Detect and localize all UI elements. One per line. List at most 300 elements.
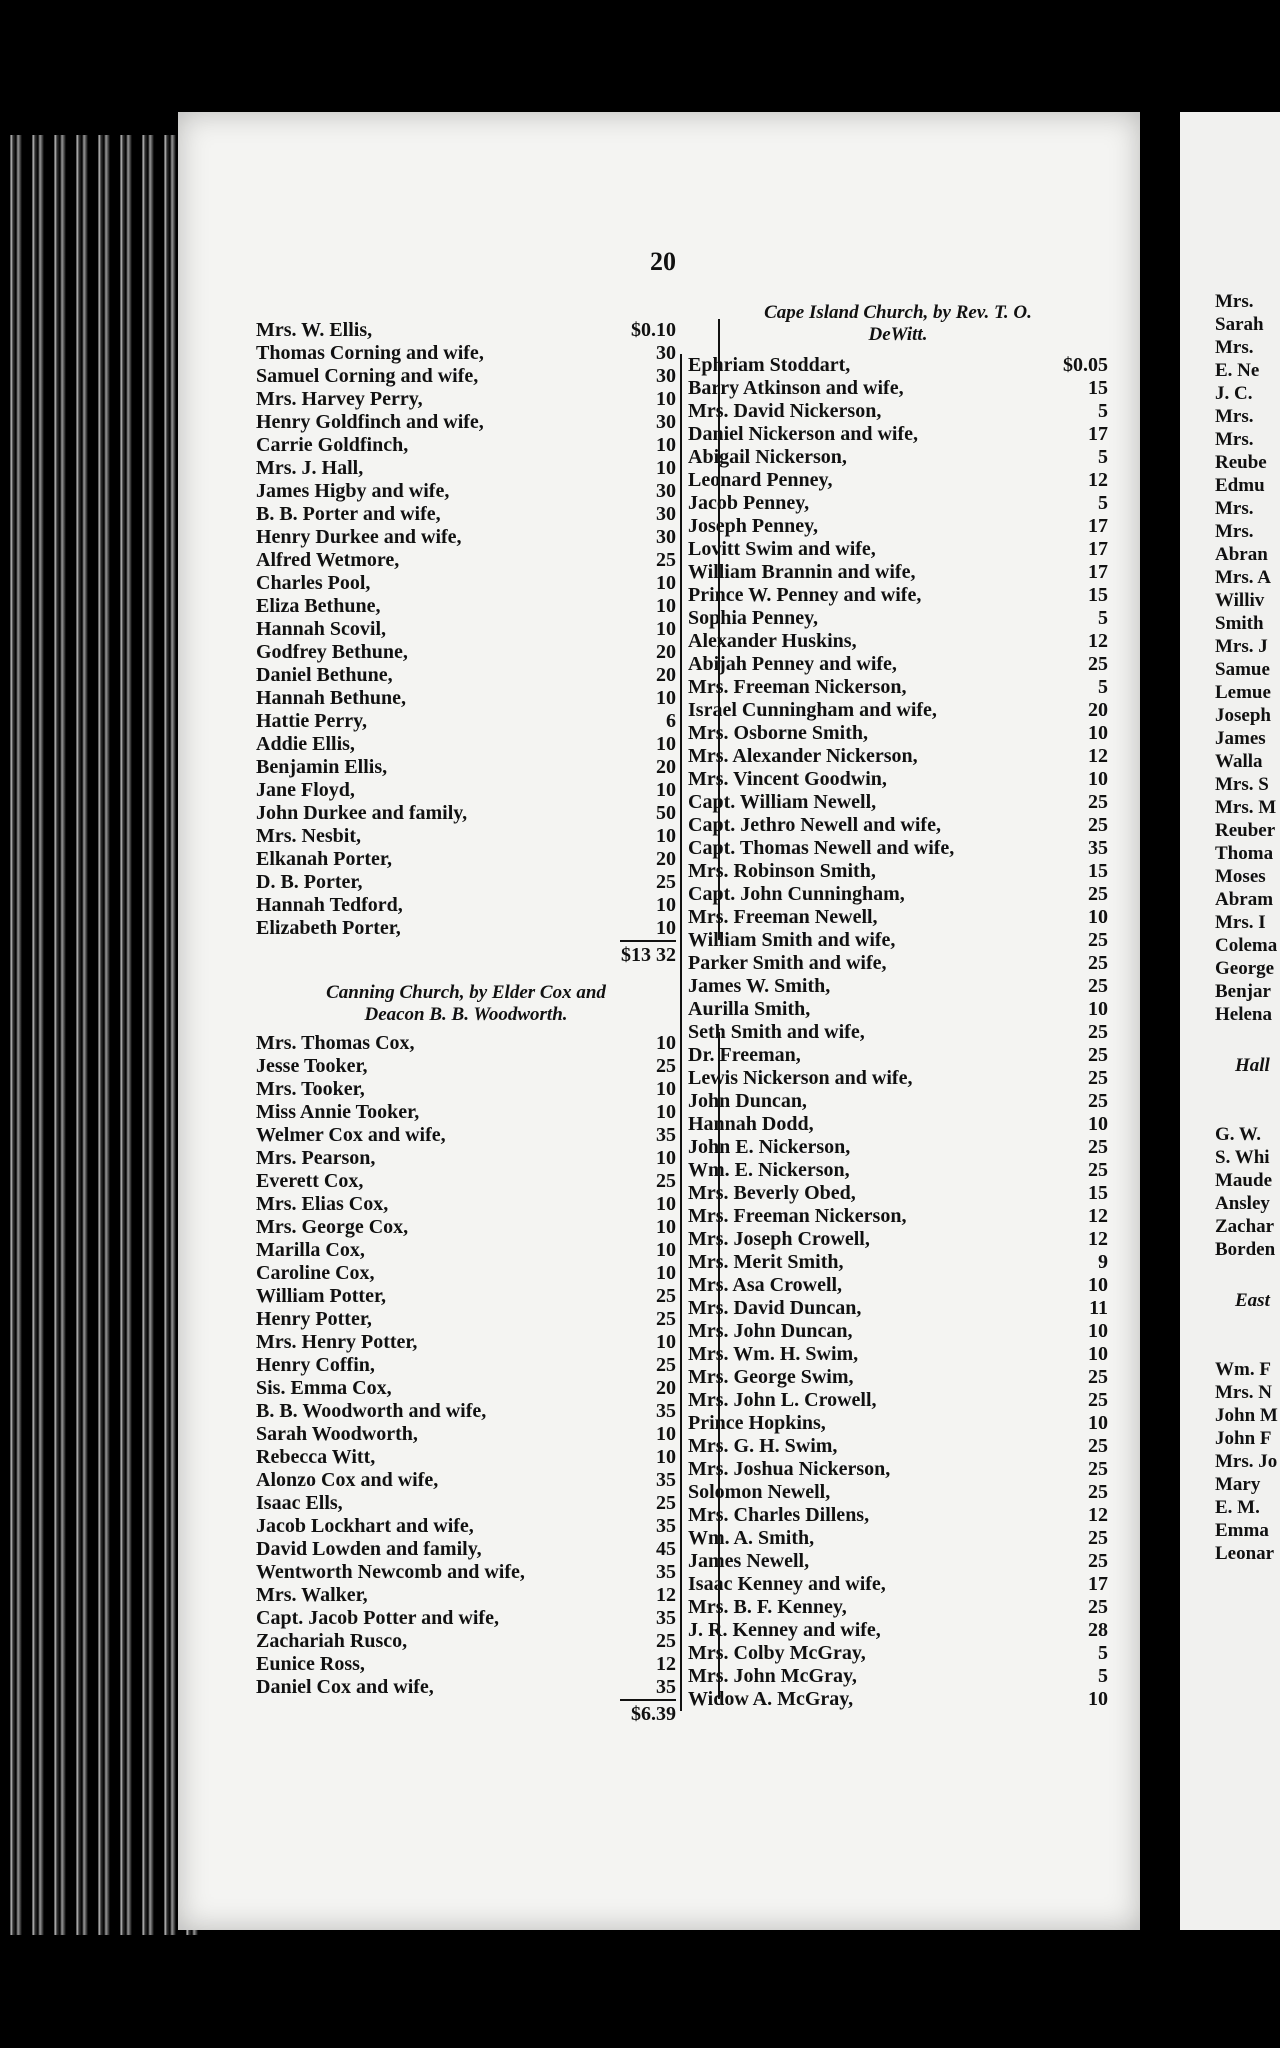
donor-name: Mrs. Asa Crowell, [688,1274,843,1296]
donor-name: Parker Smith and wife, [688,952,887,974]
donation-amount: 10 [656,894,676,916]
donor-name: Abijah Penney and wife, [688,653,897,675]
donor-row [688,883,1108,906]
donor-name: John Durkee and family, [256,802,468,824]
donor-name: Welmer Cox and wife, [256,1124,446,1146]
donation-amount: 10 [656,572,676,594]
donation-amount: 12 [1088,1504,1108,1526]
donor-row [688,1688,1108,1711]
donor-name: William Potter, [256,1285,386,1307]
next-page-line: Ansley [1215,1193,1270,1214]
donation-amount: 5 [1098,607,1108,629]
next-page-line: Wm. F [1215,1359,1271,1380]
donor-row [256,1469,676,1492]
left-section-2 [256,1032,676,1699]
donor-row [688,1527,1108,1550]
donation-amount: 6 [666,710,676,732]
donor-name: Sarah Woodworth, [256,1423,418,1445]
donation-amount: 25 [1088,814,1108,836]
donation-amount: 10 [1088,998,1108,1020]
donor-row [688,354,1108,377]
donor-row [256,1653,676,1676]
donor-name: Prince W. Penney and wife, [688,584,922,606]
donor-row [688,469,1108,492]
donor-row [256,894,676,917]
donation-amount: 35 [656,1124,676,1146]
donor-name: Aurilla Smith, [688,998,811,1020]
donor-name: Hannah Bethune, [256,687,407,709]
donor-name: Mrs. Thomas Cox, [256,1032,415,1054]
donor-name: John E. Nickerson, [688,1136,851,1158]
donor-row [688,837,1108,860]
donation-amount: 30 [656,365,676,387]
donor-name: Mrs. Merit Smith, [688,1251,844,1273]
donation-amount: 10 [1088,1412,1108,1434]
right-column [688,302,1108,1711]
donor-row [256,1400,676,1423]
donor-name: David Lowden and family, [256,1538,482,1560]
donor-row [256,480,676,503]
donor-row [688,860,1108,883]
donor-row [688,630,1108,653]
donor-name: Eunice Ross, [256,1653,365,1675]
donor-name: Mrs. Freeman Nickerson, [688,1205,907,1227]
donor-name: Isaac Kenney and wife, [688,1573,886,1595]
next-page-line: George [1215,958,1275,979]
donor-name: Mrs. Elias Cox, [256,1193,389,1215]
donation-amount: 12 [1088,1228,1108,1250]
donor-row [688,745,1108,768]
donation-amount: 5 [1098,492,1108,514]
next-page-line: Lemue [1215,682,1271,703]
donation-amount: 10 [656,434,676,456]
donation-amount: 10 [656,1078,676,1100]
cape-island-heading-line-2: DeWitt. [868,324,928,345]
donor-row [256,848,676,871]
next-page-line: Mrs. [1215,429,1254,450]
section-2-heading [256,982,676,1026]
donor-name: Mrs. George Swim, [688,1366,854,1388]
next-page-line: Mrs. [1215,521,1254,542]
donor-name: Dr. Freeman, [688,1044,801,1066]
donation-amount: 35 [1088,837,1108,859]
donor-row [256,1055,676,1078]
donor-name: D. B. Porter, [256,871,363,893]
donor-row [688,1481,1108,1504]
donor-row [256,1423,676,1446]
donor-name: William Smith and wife, [688,929,896,951]
donation-amount: 25 [1088,952,1108,974]
donor-name: Mrs. David Nickerson, [688,400,882,422]
donation-amount: $0.10 [631,319,676,341]
donor-name: J. R. Kenney and wife, [688,1619,881,1641]
next-page-line: Mrs. [1215,337,1254,358]
donation-amount: 10 [656,917,676,939]
donor-name: Mrs. Alexander Nickerson, [688,745,918,767]
donation-amount: 25 [656,1170,676,1192]
donor-row [256,871,676,894]
donation-amount: 10 [1088,1343,1108,1365]
donation-amount: 10 [1088,1274,1108,1296]
donor-row [688,1297,1108,1320]
donor-name: Capt. John Cunningham, [688,883,905,905]
donor-name: Henry Potter, [256,1308,372,1330]
donor-name: Mrs. Nesbit, [256,825,361,847]
donor-name: Mrs. Beverly Obed, [688,1182,856,1204]
donation-amount: 17 [1088,1573,1108,1595]
column-divider [680,354,682,1711]
next-page-line: Reuber [1215,820,1276,841]
next-page-line: G. W. [1215,1124,1261,1145]
donor-row [688,1366,1108,1389]
donation-amount: 10 [1088,722,1108,744]
donor-name: Capt. William Newell, [688,791,877,813]
donor-name: Marilla Cox, [256,1239,365,1261]
donor-row [256,1239,676,1262]
donor-row [256,365,676,388]
donation-amount: 10 [656,1446,676,1468]
donor-name: Jane Floyd, [256,779,355,801]
donor-name: Israel Cunningham and wife, [688,699,937,721]
donor-name: Mrs. J. Hall, [256,457,364,479]
donor-row [688,1665,1108,1688]
donor-row [256,687,676,710]
donor-name: Ephriam Stoddart, [688,354,851,376]
donation-amount: 9 [1098,1251,1108,1273]
next-page-line: Sarah [1215,314,1264,335]
donation-amount: 25 [656,1308,676,1330]
donor-name: Godfrey Bethune, [256,641,408,663]
next-page-line: Emma [1215,1520,1269,1541]
donation-amount: 20 [1088,699,1108,721]
donor-name: Mrs. Pearson, [256,1147,376,1169]
donor-name: Mrs. Vincent Goodwin, [688,768,887,790]
donation-amount: 10 [656,1101,676,1123]
donor-name: Rebecca Witt, [256,1446,376,1468]
donor-row [688,1182,1108,1205]
donor-row [688,1159,1108,1182]
donor-name: Hannah Tedford, [256,894,403,916]
donor-row [256,1377,676,1400]
donation-amount: 30 [656,342,676,364]
book-spine [0,135,200,1935]
donation-amount: 25 [656,1055,676,1077]
next-page-line: Borden [1215,1239,1276,1260]
donation-amount: 15 [1088,584,1108,606]
donor-row [688,975,1108,998]
next-page-line: Mrs. [1215,498,1254,519]
donation-amount: 50 [656,802,676,824]
donor-row [256,1354,676,1377]
next-page-line: S. Whi [1215,1147,1270,1168]
donation-amount: 10 [656,1216,676,1238]
donation-amount: 25 [1088,883,1108,905]
donation-amount: 12 [656,1584,676,1606]
left-section-1 [256,319,676,940]
next-page-line: Mrs. I [1215,912,1266,933]
donor-name: Capt. Jacob Potter and wife, [256,1607,499,1629]
donor-name: Mrs. Joseph Crowell, [688,1228,870,1250]
donor-row [256,526,676,549]
next-page-edge [1180,112,1280,1930]
donor-row [688,699,1108,722]
donor-name: Wentworth Newcomb and wife, [256,1561,525,1583]
donation-amount: 25 [1088,791,1108,813]
section-1-total: $13 32 [620,940,676,968]
donor-name: James Higby and wife, [256,480,450,502]
donor-row [256,779,676,802]
donor-row [256,1032,676,1055]
donor-row [688,791,1108,814]
donor-row [688,1090,1108,1113]
next-page-line: John F [1215,1428,1272,1449]
donor-row [688,1320,1108,1343]
donation-amount: 15 [1088,1182,1108,1204]
donation-amount: 10 [1088,1320,1108,1342]
donation-amount: 10 [656,1331,676,1353]
right-list [688,354,1108,1711]
donor-row [688,998,1108,1021]
donor-name: Hannah Dodd, [688,1113,814,1135]
donor-name: Henry Coffin, [256,1354,375,1376]
next-page-line: Mrs. Jo [1215,1451,1278,1472]
donation-amount: 25 [1088,1389,1108,1411]
donor-row [688,1228,1108,1251]
donation-amount: 25 [1088,929,1108,951]
donation-amount: 35 [656,1561,676,1583]
donation-amount: 5 [1098,1665,1108,1687]
donor-name: Mrs. George Cox, [256,1216,409,1238]
section-2-heading-line-2: Deacon B. B. Woodworth. [364,1004,568,1025]
donor-name: Mrs. Wm. H. Swim, [688,1343,859,1365]
donor-name: Wm. A. Smith, [688,1527,815,1549]
donor-row [256,917,676,940]
donor-row [256,825,676,848]
donor-row [688,1504,1108,1527]
donor-name: Joseph Penney, [688,515,819,537]
donation-amount: 25 [1088,1596,1108,1618]
donor-row [688,1113,1108,1136]
next-page-line: James [1215,728,1266,749]
donor-name: Zachariah Rusco, [256,1630,408,1652]
donor-name: Lewis Nickerson and wife, [688,1067,913,1089]
donation-amount: 12 [1088,630,1108,652]
donor-name: Mrs. David Duncan, [688,1297,862,1319]
donor-name: Mrs. John Duncan, [688,1320,853,1342]
donor-name: B. B. Porter and wife, [256,503,441,525]
donation-amount: 20 [656,756,676,778]
donation-amount: 25 [656,1354,676,1376]
donation-amount: 12 [1088,469,1108,491]
donor-name: Hannah Scovil, [256,618,387,640]
donor-name: Capt. Jethro Newell and wife, [688,814,941,836]
donation-amount: 10 [656,1147,676,1169]
donor-row [688,1343,1108,1366]
next-page-heading: East [1235,1290,1270,1311]
donation-amount: 25 [656,549,676,571]
donor-row [256,1561,676,1584]
donor-row [688,653,1108,676]
donor-name: Jacob Lockhart and wife, [256,1515,474,1537]
donation-amount: 25 [1088,1136,1108,1158]
donation-amount: 25 [656,1285,676,1307]
donation-amount: 12 [656,1653,676,1675]
donation-amount: 20 [656,848,676,870]
donation-amount: 5 [1098,446,1108,468]
donor-row [688,768,1108,791]
donor-row [688,446,1108,469]
donor-name: Daniel Nickerson and wife, [688,423,918,445]
donor-row [256,756,676,779]
donor-row [256,388,676,411]
donor-row [256,1331,676,1354]
next-page-line: Mrs. S [1215,774,1269,795]
next-page-line: Abram [1215,889,1274,910]
donation-amount: 10 [656,595,676,617]
donor-name: Isaac Ells, [256,1492,343,1514]
donor-row [256,1630,676,1653]
next-page-line: E. Ne [1215,360,1260,381]
donor-row [688,1021,1108,1044]
donor-name: B. B. Woodworth and wife, [256,1400,487,1422]
donation-amount: 10 [656,733,676,755]
donation-amount: 45 [656,1538,676,1560]
donor-row [688,400,1108,423]
donor-row [256,1492,676,1515]
donor-name: Miss Annie Tooker, [256,1101,420,1123]
donor-row [256,733,676,756]
donor-name: Everett Cox, [256,1170,364,1192]
next-page-line: Mary [1215,1474,1261,1495]
donor-name: Barry Atkinson and wife, [688,377,904,399]
donor-row [256,595,676,618]
left-column [256,319,676,1727]
donation-amount: 25 [1088,1090,1108,1112]
donor-name: Henry Durkee and wife, [256,526,462,548]
donor-name: William Brannin and wife, [688,561,916,583]
donor-name: Mrs. W. Ellis, [256,319,373,341]
donor-name: Mrs. B. F. Kenney, [688,1596,847,1618]
donation-amount: 10 [1088,1113,1108,1135]
next-page-line: Edmu [1215,475,1265,496]
donation-amount: 25 [1088,1550,1108,1572]
donation-amount: $0.05 [1063,354,1108,376]
donation-amount: 28 [1088,1619,1108,1641]
donation-amount: 17 [1088,423,1108,445]
next-page-line: Zachar [1215,1216,1275,1237]
donation-amount: 10 [656,825,676,847]
donation-amount: 10 [656,618,676,640]
donation-amount: 17 [1088,538,1108,560]
donor-row [688,722,1108,745]
donor-name: Carrie Goldfinch, [256,434,409,456]
next-page-line: Abran [1215,544,1268,565]
donation-amount: 10 [1088,906,1108,928]
donation-amount: 20 [656,664,676,686]
donation-amount: 15 [1088,860,1108,882]
cape-island-heading-line-1: Cape Island Church, by Rev. T. O. [764,302,1032,323]
next-page-line: Leonar [1215,1543,1275,1564]
donation-amount: 10 [656,1423,676,1445]
donor-name: Wm. E. Nickerson, [688,1159,850,1181]
donor-row [688,1251,1108,1274]
donor-name: Mrs. Joshua Nickerson, [688,1458,891,1480]
donation-amount: 35 [656,1515,676,1537]
donor-name: Addie Ellis, [256,733,355,755]
donation-amount: 10 [656,1239,676,1261]
donation-amount: 30 [656,480,676,502]
donor-row [688,584,1108,607]
donor-name: Lovitt Swim and wife, [688,538,876,560]
donation-amount: 5 [1098,400,1108,422]
donor-row [688,906,1108,929]
donation-amount: 10 [656,1032,676,1054]
next-page-line: J. C. [1215,383,1253,404]
donor-name: Mrs. John McGray, [688,1665,857,1687]
donor-name: Mrs. Osborne Smith, [688,722,868,744]
donor-row [256,503,676,526]
donor-name: Eliza Bethune, [256,595,381,617]
next-page-line: Colema [1215,935,1278,956]
donation-amount: 10 [656,779,676,801]
donor-name: Mrs. Tooker, [256,1078,365,1100]
donor-row [688,929,1108,952]
donor-name: Mrs. Henry Potter, [256,1331,418,1353]
donation-amount: 25 [1088,653,1108,675]
donation-amount: 10 [656,687,676,709]
donor-name: Mrs. G. H. Swim, [688,1435,838,1457]
donation-amount: 10 [656,388,676,410]
next-page-line: E. M. [1215,1497,1260,1518]
next-page-line: Reube [1215,452,1267,473]
donor-row [256,1101,676,1124]
next-page-line: Helena [1215,1004,1272,1025]
next-page-line: Mrs. A [1215,567,1271,588]
donation-amount: 25 [1088,1435,1108,1457]
donor-name: Mrs. Harvey Perry, [256,388,423,410]
donor-row [256,342,676,365]
donor-name: Elizabeth Porter, [256,917,401,939]
donor-row [256,1538,676,1561]
donor-row [256,1193,676,1216]
donor-row [688,515,1108,538]
donor-row [256,1078,676,1101]
donor-name: Mrs. Colby McGray, [688,1642,866,1664]
donation-amount: 15 [1088,377,1108,399]
donor-name: Solomon Newell, [688,1481,831,1503]
donor-row [256,1216,676,1239]
donor-row [688,423,1108,446]
donation-amount: 25 [1088,1527,1108,1549]
donor-row [256,710,676,733]
donation-amount: 12 [1088,1205,1108,1227]
section-2-heading-line-1: Canning Church, by Elder Cox and [326,982,606,1003]
donor-name: Mrs. Walker, [256,1584,368,1606]
donation-amount: 30 [656,526,676,548]
donor-row [256,549,676,572]
cape-island-heading [688,302,1108,346]
donor-row [256,664,676,687]
donation-amount: 35 [656,1400,676,1422]
next-page-line: Mrs. M [1215,797,1277,818]
donor-name: Elkanah Porter, [256,848,392,870]
donor-row [688,1205,1108,1228]
donation-amount: 17 [1088,515,1108,537]
next-page-heading: Hall [1235,1055,1270,1076]
donor-name: Mrs. John L. Crowell, [688,1389,877,1411]
donation-amount: 35 [656,1607,676,1629]
page-number: 20 [650,247,676,276]
